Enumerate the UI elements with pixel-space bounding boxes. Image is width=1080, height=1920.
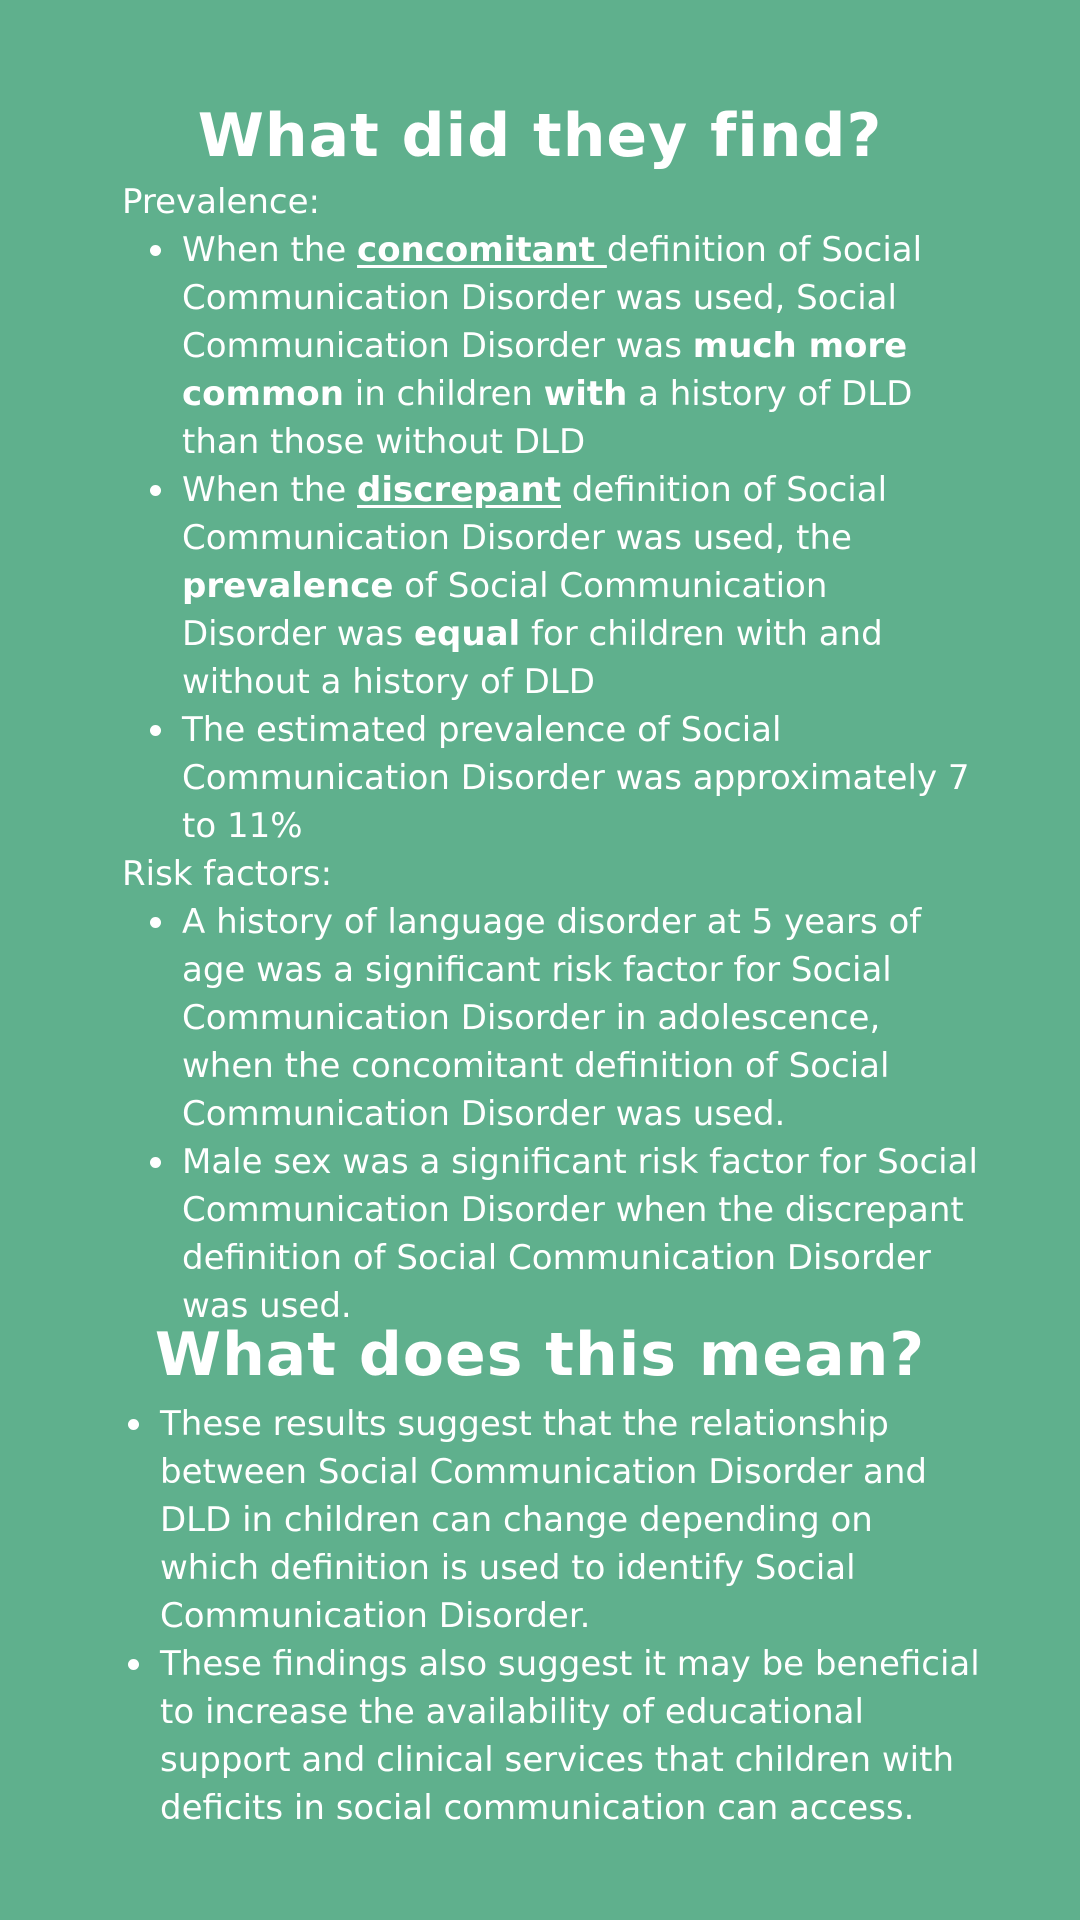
list-item: Male sex was a significant risk factor for Social Communication Disorder when the discrepant definition of Social Communication Disorder was used. — [122, 1138, 982, 1330]
meaning-section — [122, 1400, 982, 1832]
risk-factors-label: Risk factors: — [122, 854, 333, 894]
findings-section — [122, 178, 982, 1330]
prevalence-list — [122, 226, 982, 850]
list-item: When the concomitant definition of Social Communication Disorder was used, Social Communication Disorder was much more common in children with a history of DLD than those without DLD — [122, 226, 982, 466]
list-item: These findings also suggest it may be beneficial to increase the availability of educational support and clinical services that children with deficits in social communication can access. — [122, 1640, 982, 1832]
heading-what-does-this-mean: What does this mean? — [154, 1320, 926, 1390]
risk-factors-list — [122, 898, 982, 1330]
list-item: The estimated prevalence of Social Communication Disorder was approximately 7 to 11% — [122, 706, 982, 850]
list-item: A history of language disorder at 5 years of age was a significant risk factor for Social Communication Disorder in adolescence, when the concomitant definition of Social Communication Disorder was used. — [122, 898, 982, 1138]
list-item: When the discrepant definition of Social Communication Disorder was used, the prevalence of Social Communication Disorder was equal for children with and without a history of DLD — [122, 466, 982, 706]
list-item: These results suggest that the relationship between Social Communication Disorder and DLD in children can change depending on which definition is used to identify Social Communication Disorder. — [122, 1400, 982, 1640]
heading-what-did-they-find: What did they find? — [197, 101, 883, 171]
meaning-list — [122, 1400, 982, 1832]
prevalence-label: Prevalence: — [122, 182, 320, 222]
